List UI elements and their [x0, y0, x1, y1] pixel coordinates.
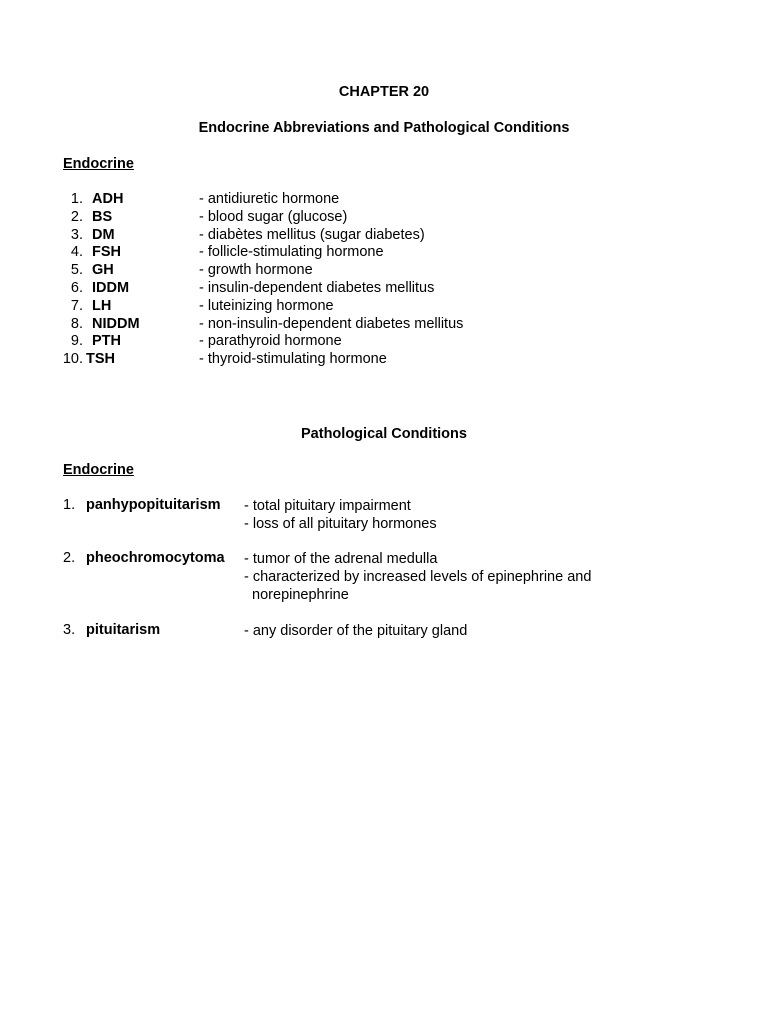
condition-term: panhypopituitarism — [86, 497, 221, 513]
abbreviation-row — [0, 333, 768, 351]
abbreviation-code: IDDM — [92, 280, 130, 296]
abbreviation-code: GH — [92, 262, 114, 279]
abbreviation-number: 3. — [70, 226, 83, 243]
abbreviation-number: 6. — [70, 280, 83, 296]
abbreviation-definition: - antidiuretic hormone — [199, 191, 340, 207]
chapter-title: CHAPTER 20 — [338, 84, 430, 100]
condition-definition: - any disorder of the pituitary gland — [244, 623, 468, 639]
abbreviation-row — [0, 244, 768, 262]
abbreviation-row — [0, 262, 768, 280]
condition-definition: - tumor of the adrenal medulla — [244, 551, 438, 567]
abbreviations-heading: Endocrine — [63, 156, 134, 172]
abbreviation-number: 1. — [70, 191, 83, 207]
condition-number: 3. — [63, 622, 76, 638]
abbreviation-definition: - diabètes mellitus (sugar diabetes) — [199, 226, 425, 243]
abbreviation-definition: - thyroid-stimulating hormone — [199, 351, 387, 368]
abbreviation-code: ADH — [92, 191, 124, 207]
abbreviation-code: BS — [92, 208, 113, 225]
abbreviation-number: 9. — [70, 333, 83, 350]
condition-term: pituitarism — [86, 622, 161, 638]
abbreviation-definition: - non-insulin-dependent diabetes mellitus — [199, 315, 464, 332]
condition-number: 2. — [63, 550, 76, 566]
abbreviation-row — [0, 280, 768, 298]
abbreviation-code: PTH — [92, 333, 121, 350]
abbreviation-code: DM — [92, 226, 115, 243]
abbreviation-number: 5. — [70, 262, 83, 279]
abbreviation-definition: - blood sugar (glucose) — [199, 208, 348, 225]
abbreviation-definition: - follicle-stimulating hormone — [199, 244, 384, 261]
abbreviation-row — [0, 298, 768, 316]
condition-number: 1. — [63, 497, 76, 513]
pathological-title: Pathological Conditions — [301, 426, 467, 442]
condition-definition: - characterized by increased levels of epinephrine and — [244, 569, 592, 585]
abbreviation-number: 2. — [70, 208, 83, 225]
abbreviation-number: 8. — [70, 315, 83, 332]
abbreviation-code: NIDDM — [92, 315, 140, 332]
condition-definitions — [244, 497, 437, 533]
abbreviation-code: TSH — [86, 351, 115, 368]
condition-definition: norepinephrine — [244, 587, 349, 603]
abbreviation-definition: - growth hormone — [199, 262, 313, 279]
condition-definition: - total pituitary impairment — [244, 498, 411, 514]
condition-definitions — [244, 622, 467, 640]
abbreviation-row — [0, 227, 768, 245]
abbreviation-code: LH — [92, 297, 112, 314]
abbreviation-definition: - luteinizing hormone — [199, 297, 334, 314]
condition-definition: - loss of all pituitary hormones — [244, 516, 437, 532]
abbreviation-definition: - insulin-dependent diabetes mellitus — [199, 280, 435, 296]
abbreviation-definition: - parathyroid hormone — [199, 333, 342, 350]
document-title: Endocrine Abbreviations and Pathological Conditions — [198, 120, 570, 136]
abbreviation-row — [0, 191, 768, 209]
abbreviation-code: FSH — [92, 244, 121, 261]
abbreviation-row — [0, 351, 768, 369]
abbreviation-number: 4. — [70, 244, 83, 261]
pathological-heading: Endocrine — [63, 462, 134, 478]
condition-definitions — [244, 550, 591, 604]
condition-term: pheochromocytoma — [86, 550, 225, 566]
abbreviation-number: 7. — [70, 297, 83, 314]
abbreviation-number: 10. — [62, 351, 83, 368]
abbreviation-row — [0, 316, 768, 334]
abbreviation-row — [0, 209, 768, 227]
